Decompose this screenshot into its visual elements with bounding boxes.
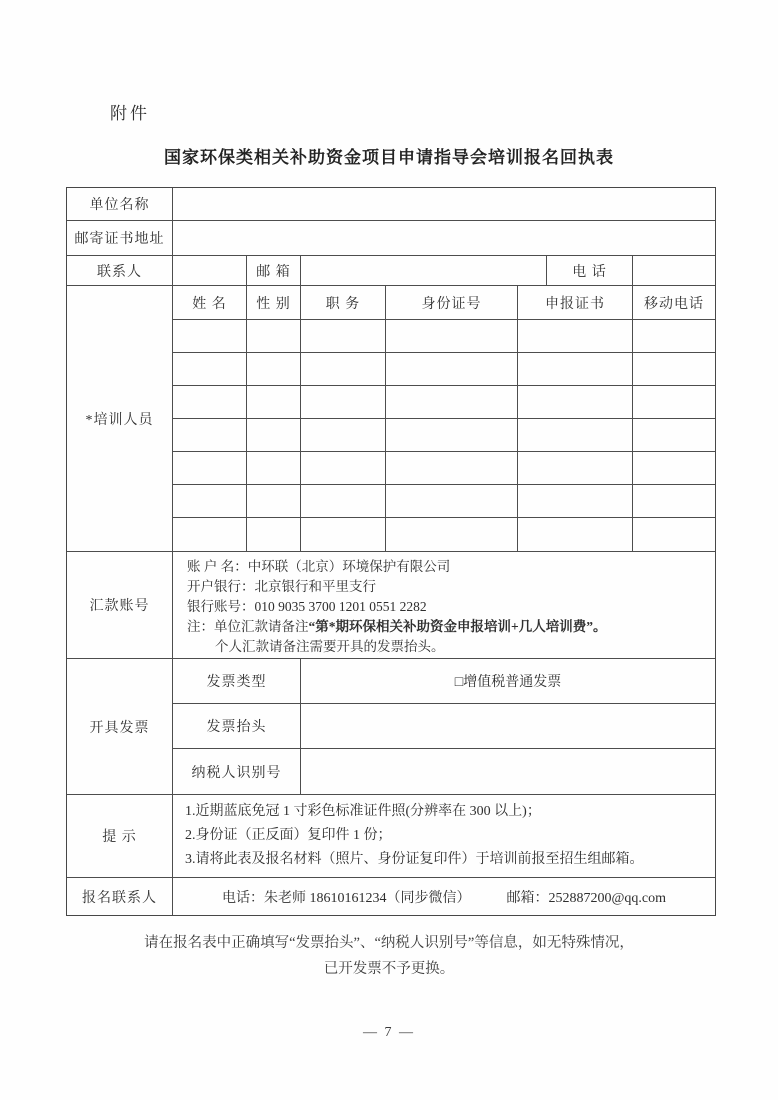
trainee-cell [247, 419, 301, 451]
trainee-cell [173, 419, 247, 451]
trainee-cell [301, 518, 386, 551]
invoice-title-label: 发票抬头 [173, 704, 301, 748]
trainees-section [67, 286, 715, 552]
remittance-label: 汇款账号 [67, 552, 173, 658]
trainee-cell [386, 353, 518, 385]
trainee-cell [301, 320, 386, 352]
trainee-cell [386, 485, 518, 517]
registration-contact-label: 报名联系人 [67, 878, 173, 915]
invoice-title-value-cell [301, 704, 715, 748]
contact-row [67, 256, 715, 286]
invoice-type-value: □增值税普通发票 [454, 675, 562, 690]
trainees-header-row [173, 286, 715, 320]
trainee-row [173, 485, 715, 518]
trainee-cell [386, 386, 518, 418]
unit-name-row [67, 188, 715, 221]
trainee-cell [247, 353, 301, 385]
trainee-row [173, 353, 715, 386]
trainee-row [173, 419, 715, 452]
remittance-details [173, 552, 715, 658]
email-value-cell [301, 256, 547, 285]
trainee-col-gender: 性 别 [247, 286, 301, 319]
trainee-col-name: 姓 名 [173, 286, 247, 319]
registration-contact-email: 邮箱：252887200@qq.com [506, 890, 666, 906]
invoice-type-label: 发票类型 [173, 659, 301, 703]
trainee-cell [173, 353, 247, 385]
tips-item-3: 3.请将此表及报名材料（照片、身份证复印件）于培训前报至招生组邮箱。 [185, 852, 644, 867]
invoice-tax-id-row [173, 749, 715, 794]
trainee-cell [247, 386, 301, 418]
unit-name-label: 单位名称 [67, 188, 173, 220]
footer-note-line1: 请在报名表中正确填写“发票抬头”、“纳税人识别号”等信息，如无特殊情况， [144, 935, 634, 951]
trainee-cell [173, 485, 247, 517]
registration-contact-row [67, 878, 715, 915]
remittance-row [67, 552, 715, 659]
registration-contact-phone: 电话：朱老师 18610161234（同步微信） [222, 890, 471, 906]
email-label: 邮 箱 [247, 256, 301, 285]
trainee-col-mobile: 移动电话 [644, 296, 704, 312]
trainee-cell [173, 386, 247, 418]
trainee-cell [386, 518, 518, 551]
phone-value-cell [633, 256, 715, 285]
trainee-cell [518, 518, 633, 551]
mailing-address-value-cell [173, 221, 715, 255]
trainee-row [173, 518, 715, 551]
registration-form-table [66, 187, 716, 916]
trainee-cell [386, 452, 518, 484]
mailing-address-row [67, 221, 715, 256]
trainee-cell [518, 386, 633, 418]
remittance-account-number: 银行账号：010 9035 3700 1201 0551 2282 [187, 599, 427, 614]
invoice-tax-id-value-cell [301, 749, 715, 794]
invoice-section [67, 659, 715, 795]
trainee-cell [386, 320, 518, 352]
contact-value-cell [173, 256, 247, 285]
tips-label: 提 示 [67, 795, 173, 877]
trainee-cell [518, 419, 633, 451]
mailing-address-label: 邮寄证书地址 [67, 221, 173, 255]
trainee-cell [633, 452, 715, 484]
trainee-cell [301, 386, 386, 418]
invoice-tax-id-label: 纳税人识别号 [173, 749, 301, 794]
trainee-cell [633, 386, 715, 418]
page-number: — 7 — [363, 1025, 415, 1040]
trainee-cell [633, 419, 715, 451]
trainee-cell [301, 353, 386, 385]
registration-contact-details [173, 878, 715, 915]
remittance-bank: 开户银行：北京银行和平里支行 [187, 579, 376, 594]
trainees-label: *培训人员 [67, 286, 173, 551]
trainee-cell [173, 452, 247, 484]
invoice-title-row [173, 704, 715, 749]
invoice-type-row [173, 659, 715, 704]
invoice-grid [173, 659, 715, 794]
tips-item-2: 2.身份证（正反面）复印件 1 份； [185, 828, 392, 843]
tips-item-1: 1.近期蓝底免冠 1 寸彩色标准证件照(分辨率在 300 以上)； [185, 804, 541, 819]
unit-name-value-cell [173, 188, 715, 220]
trainee-cell [173, 320, 247, 352]
trainee-cell [633, 353, 715, 385]
attachment-label: 附件 [110, 104, 150, 123]
trainee-cell [633, 320, 715, 352]
tips-content [173, 795, 715, 877]
trainee-cell [386, 419, 518, 451]
trainee-cell [633, 485, 715, 517]
trainee-cell [247, 320, 301, 352]
contact-label: 联系人 [67, 256, 173, 285]
trainee-cell [247, 485, 301, 517]
trainee-col-id-number: 身份证号 [386, 286, 518, 319]
trainee-cell [518, 353, 633, 385]
trainee-row [173, 386, 715, 419]
trainee-row [173, 452, 715, 485]
trainee-cell [247, 518, 301, 551]
trainee-col-certificate: 申报证书 [518, 286, 633, 319]
trainee-cell [173, 518, 247, 551]
footer-note [0, 930, 778, 982]
footer-note-line2: 已开发票不予更换。 [323, 961, 455, 977]
remittance-note-line2: 个人汇款请备注需要开具的发票抬头。 [215, 639, 445, 654]
trainee-cell [518, 452, 633, 484]
remittance-note-bold: “第*期环保相关补助资金申报培训+几人培训费”。 [308, 619, 607, 634]
page-title: 国家环保类相关补助资金项目申请指导会培训报名回执表 [164, 148, 614, 167]
remittance-note [187, 617, 606, 637]
trainee-cell [633, 518, 715, 551]
trainee-cell [301, 452, 386, 484]
trainee-cell [247, 452, 301, 484]
trainees-grid [173, 286, 715, 551]
remittance-note-prefix: 注：单位汇款请备注 [187, 619, 309, 634]
trainee-col-position: 职 务 [301, 286, 386, 319]
tips-row [67, 795, 715, 878]
phone-label: 电 话 [547, 256, 633, 285]
invoice-label: 开具发票 [67, 659, 173, 794]
remittance-account-name: 账 户 名：中环联（北京）环境保护有限公司 [187, 559, 451, 574]
trainee-cell [518, 485, 633, 517]
trainee-cell [518, 320, 633, 352]
trainee-cell [301, 485, 386, 517]
trainee-cell [301, 419, 386, 451]
trainee-row [173, 320, 715, 353]
